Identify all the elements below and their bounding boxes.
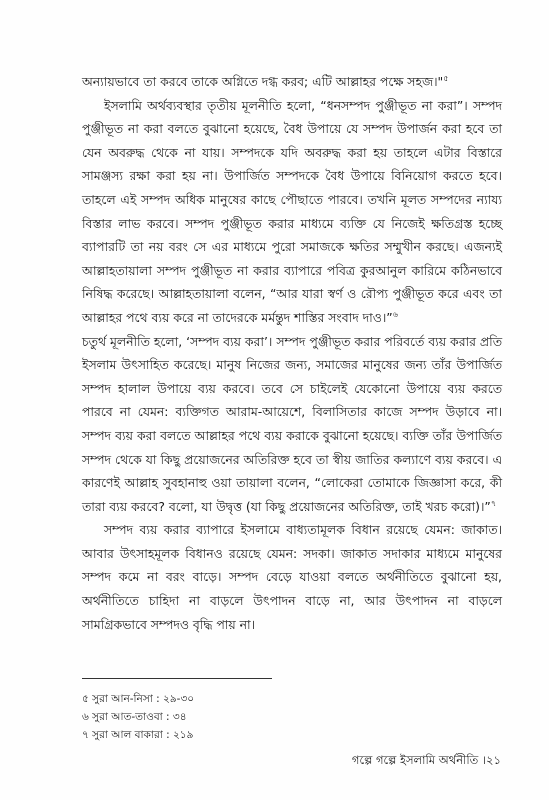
paragraph-1	[82, 70, 502, 94]
book-title: গল্পে গল্পে ইসলামি অর্থনীতি	[351, 753, 479, 767]
footer-separator: ।	[481, 753, 487, 767]
footnote-item: ৫ সুরা আন-নিসা : ২৯-৩০	[82, 693, 195, 705]
footnote-item: ৬ সুরা আত-তাওবা : ৩৪	[82, 711, 187, 723]
running-footer	[352, 752, 501, 771]
paragraph-2	[82, 94, 502, 330]
footnotes	[82, 690, 194, 744]
footnote-marker: ৫	[443, 73, 449, 83]
footnote-marker: ৭	[490, 498, 497, 508]
paragraph-4	[82, 518, 502, 636]
page-number: ২১	[486, 753, 501, 767]
paragraph-text: ইসলামি অর্থব্যবস্থার তৃতীয় মূলনীতি হলো, “ধনসম্পদ পুঞ্জীভূত না করা”। সম্পদ পুঞ্জীভূত না করা বলতে বুঝানো হয়েছে, বৈধ উপায়ে যে সম্পদ উপার্জন করা হবে তা যেন অবরুদ্ধ থেকে না যায়। সম্পদকে যদি অবরুদ্ধ করা হয় তাহলে এটার বিস্তারে সামঞ্জস্য রক্ষা করা হয় না। উপার্জিত সম্পদকে বৈধ উপায়ে বিনিয়োগ করতে হবে। তাহলে এই সম্পদ অধিক মানুষের কাছে পৌছাতে পারবে। তখনি মূলত সম্পদের ন্যায্য বিস্তার লাভ করবে। সম্পদ পুঞ্জীভূত করার মাধ্যমে ব্যক্তি যে নিজেই ক্ষতিগ্রস্ত হচ্ছে ব্যাপারটি তা নয় বরং সে এর মাধ্যমে পুরো সমাজকে ক্ষতির সম্মুখীন করছে। এজন্যই আল্লাহতায়ালা সম্পদ পুঞ্জীভূত না করার ব্যাপারে পবিত্র কুরআনুল কারিমে কঠিনভাবে নিষিদ্ধ করেছে। আল্লাহতায়ালা বলেন, “আর যারা স্বর্ণ ও রৌপ্য পুঞ্জীভূত করে এবং তা আল্লাহর পথে ব্যয় করে না তাদেরকে মর্মন্তুদ শাস্তির সংবাদ দাও।”	[82, 97, 502, 325]
body-text	[82, 70, 502, 636]
paragraph-3	[82, 330, 502, 519]
footnote-divider	[82, 678, 272, 679]
paragraph-text: সম্পদ ব্যয় করার ব্যাপারে ইসলামে বাধ্যতামূলক বিধান রয়েছে যেমন: জাকাত। আবার উৎসাহমূলক বিধানও রয়েছে যেমন: সদকা। জাকাত সদাকার মাধ্যমে মানুষের সম্পদ কমে না বরং বাড়ে। সম্পদ বেড়ে যাওয়া বলতে অর্থনীতিতে বুঝানো হয়, অর্থনীতিতে চাহিদা না বাড়লে উৎপাদন বাড়ে না, আর উৎপাদন না বাড়লে সামগ্রিকভাবে সম্পদও বৃদ্ধি পায় না।	[82, 522, 502, 632]
footnote-marker: ৬	[392, 309, 398, 319]
paragraph-text: চতুর্থ মূলনীতি হলো, ‘সম্পদ ব্যয় করা’। সম্পদ পুঞ্জীভূত করার পরিবর্তে ব্যয় করার প্রতি ইসলাম উৎসাহিত করেছে। মানুষ নিজের জন্য, সমাজের মানুষের জন্য তাঁর উপার্জিত সম্পদ হালাল উপায়ে ব্যয় করবে। তবে সে চাইলেই যেকোনো উপায়ে ব্যয় করতে পারবে না যেমন: ব্যক্তিগত আরাম-আয়েশে, বিলাসিতার কাজে সম্পদ উড়াবে না। সম্পদ ব্যয় করা বলতে আল্লাহর পথে ব্যয় করাকে বুঝানো হয়েছে। ব্যক্তি তাঁর উপার্জিত সম্পদ থেকে যা কিছু প্রয়োজনের অতিরিক্ত হবে তা স্বীয় জাতির কল্যাণে ব্যয় করবে। এ কারণেই আল্লাহ সুবহানাহু ওয়া তায়ালা বলেন, “লোকেরা তোমাকে জিজ্ঞাসা করে, কী তারা ব্যয় করবে? বলো, যা উদ্বৃত্ত (যা কিছু প্রয়োজনের অতিরিক্ত, তাই খরচ করো)।”	[82, 333, 502, 514]
paragraph-text: অন্যায়ভাবে তা করবে তাকে অগ্নিতে দগ্ধ করব; এটি আল্লাহর পক্ষে সহজ।"	[82, 74, 444, 89]
footnote-item: ৭ সুরা আল বাকারা : ২১৯	[82, 729, 194, 741]
